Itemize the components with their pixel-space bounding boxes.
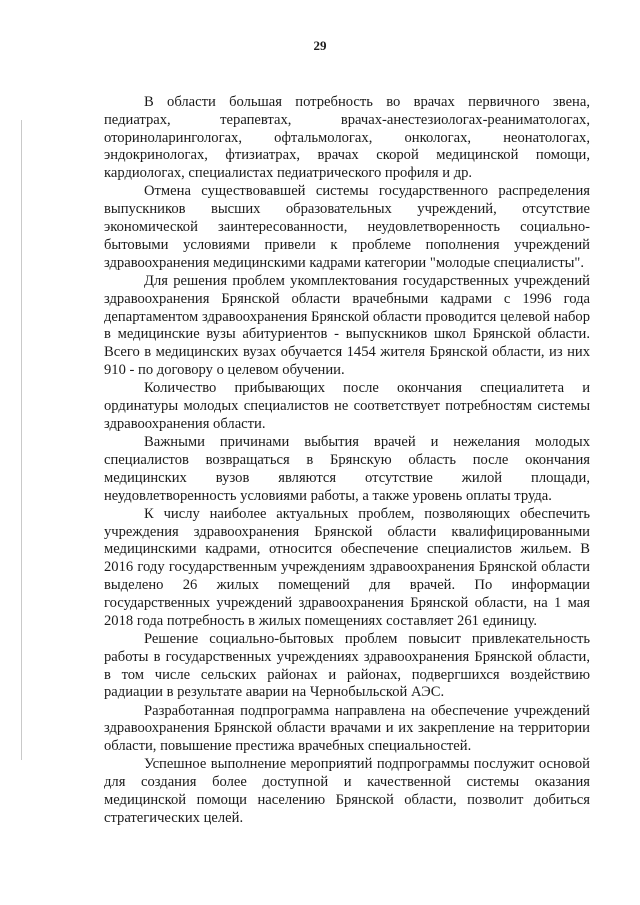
paragraph-1: В области большая потребность во врачах первичного звена, педиатрах, терапевтах, врачах-анестезиологах-реаниматологах, оториноларингологах, офтальмологах, онкологах, неонатологах, эндокринологах, фтизиатрах, врачах скорой медицинской помощи, кардиологах, специалистах педиатрического профиля и др. [104,94,590,182]
paragraph-3: Для решения проблем укомплектования государственных учреждений здравоохранения Брянской области врачебными кадрами с 1996 года департаментом здравоохранения Брянской области проводится целевой набор в медицинские вузы абитуриентов - выпускников школ Брянской области. Всего в медицинских вузах обучается 1454 жителя Брянской области, из них 910 - по договору о целевом обучении. [104,272,590,378]
paragraph-9: Успешное выполнение мероприятий подпрограммы послужит основой для создания более доступной и качественной системы оказания медицинской помощи населению Брянской области, позволит добиться стратегических целей. [104,756,590,826]
paragraph-4: Количество прибывающих после окончания специалитета и ординатуры молодых специалистов не соответствует потребностям системы здравоохранения области. [104,380,590,432]
paragraph-8: Разработанная подпрограмма направлена на обеспечение учреждений здравоохранения Брянской области врачами и их закрепление на территории области, повышение престижа врачебных специальностей. [104,702,590,755]
paragraph-5: Важными причинами выбытия врачей и нежелания молодых специалистов возвращаться в Брянскую область после окончания медицинских вузов являются отсутствие жилой площади, неудовлетворенность условиями работы, а также уровень оплаты труда. [104,434,590,504]
paragraph-2: Отмена существовавшей системы государственного распределения выпускников высших образовательных учреждений, отсутствие экономической заинтересованности, неудовлетворенность социально-бытовыми условиями привели к проблеме пополнения учреждений здравоохранения медицинскими кадрами категории "молодые специалисты". [104,183,590,271]
paragraph-6: К числу наиболее актуальных проблем, позволяющих обеспечить учреждения здравоохранения Брянской области квалифицированными медицинскими кадрами, относится обеспечение специалистов жильем. В 2016 году государственным учреждениям здравоохранения Брянской области выделено 26 жилых помещений для врачей. По информации государственных учреждений здравоохранения Брянской области, на 1 мая 2018 года потребность в жилых помещениях составляет 261 единицу. [104,505,590,629]
scan-margin-line [21,120,22,760]
paragraph-7: Решение социально-бытовых проблем повысит привлекательность работы в государственных учреждениях здравоохранения Брянской области, в том числе сельских районах и районах, подвергшихся воздействию радиации в результате аварии на Чернобыльской АЭС. [104,630,590,701]
document-body [104,94,590,828]
page-number: 29 [313,38,327,53]
